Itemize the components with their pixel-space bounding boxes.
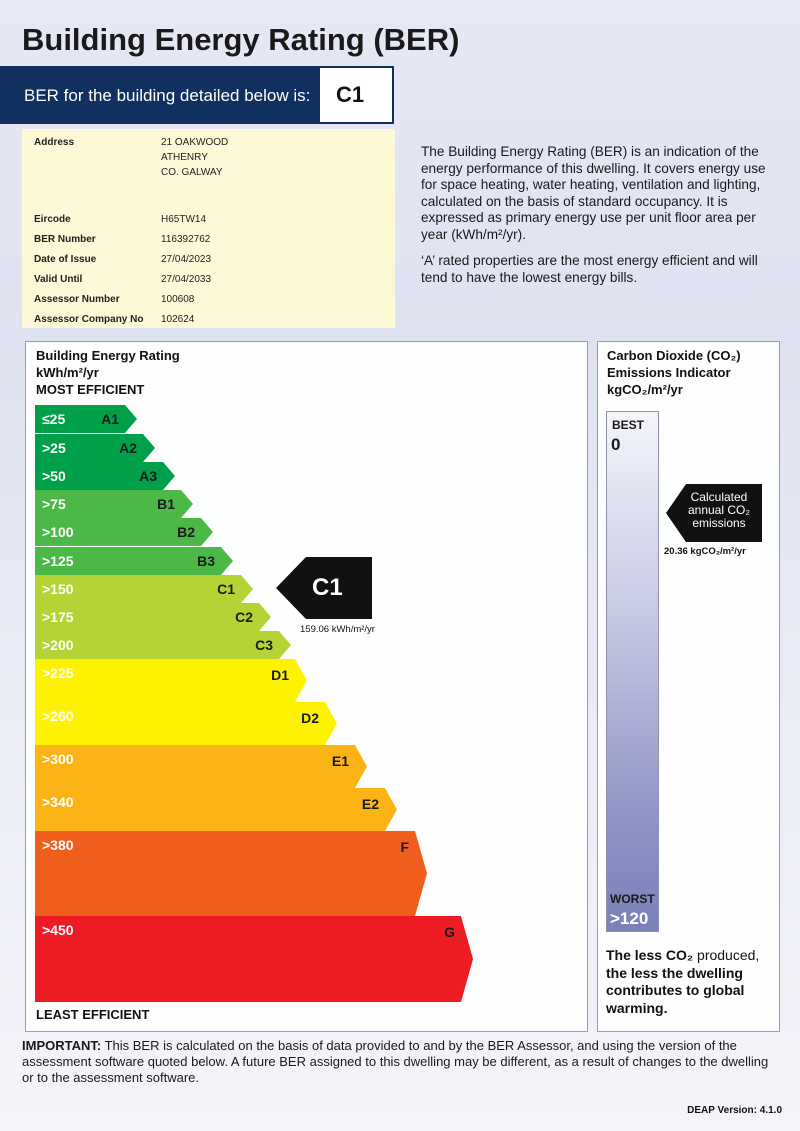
page-title: Building Energy Rating (BER): [22, 22, 460, 57]
band-c2: [35, 603, 271, 631]
energy-heading-title: Building Energy Rating: [36, 348, 180, 363]
band-code: E1: [331, 753, 349, 769]
co2-note-part-1: The less CO₂: [606, 947, 694, 963]
band-a2: [35, 434, 155, 462]
band-lower-bound: >380: [42, 837, 74, 853]
energy-heading-unit: kWh/m²/yr: [36, 365, 99, 380]
ber-description: [421, 144, 783, 296]
description-paragraph-2: ‘A’ rated properties are the most energy efficient and will tend to have the lowest energy bills.: [421, 253, 758, 285]
band-shape: [35, 659, 307, 702]
detail-value-valid-until: 27/04/2033: [161, 274, 212, 285]
important-note: [22, 1038, 772, 1086]
detail-label-ber-number: BER Number: [34, 234, 96, 245]
co2-heading-title: Carbon Dioxide (CO₂): [607, 348, 741, 363]
band-lower-bound: ≤25: [42, 411, 66, 427]
detail-value-address-1: 21 OAKWOOD: [161, 137, 229, 148]
co2-note-part-3: the less the dwelling contributes to global warming.: [606, 964, 745, 1016]
detail-value-eircode: H65TW14: [161, 214, 207, 225]
band-code: B3: [197, 553, 215, 569]
detail-value-address-3: CO. GALWAY: [161, 167, 223, 178]
band-shape: [35, 788, 397, 831]
co2-worst-value: >120: [610, 909, 649, 928]
band-e1: [35, 745, 367, 788]
band-lower-bound: >340: [42, 794, 74, 810]
banner-text: BER for the building detailed below is:: [24, 86, 311, 105]
energy-rating-heading: [36, 347, 180, 398]
band-lower-bound: >260: [42, 708, 74, 724]
band-code: C3: [255, 637, 273, 653]
band-lower-bound: >75: [42, 496, 66, 512]
co2-scale-bar: [606, 411, 659, 932]
co2-heading-subtitle: Emissions Indicator: [607, 365, 731, 380]
band-f: [35, 831, 427, 916]
band-code: A3: [139, 468, 157, 484]
band-code: G: [444, 924, 455, 940]
co2-indicator-value: 20.36 kgCO₂/m²/yr: [664, 546, 746, 557]
detail-label-assessor-number: Assessor Number: [34, 294, 120, 305]
band-code: C2: [235, 609, 253, 625]
band-shape: [35, 916, 473, 1002]
band-a1: [35, 405, 137, 433]
band-lower-bound: >125: [42, 553, 74, 569]
band-shape: [35, 831, 427, 916]
important-label: IMPORTANT:: [22, 1038, 102, 1053]
detail-label-assessor-company: Assessor Company No: [34, 314, 144, 325]
detail-label-address: Address: [34, 137, 75, 148]
band-lower-bound: >175: [42, 609, 74, 625]
energy-heading-most-efficient: MOST EFFICIENT: [36, 382, 145, 397]
co2-best-value: 0: [611, 435, 621, 454]
band-code: F: [400, 839, 409, 855]
description-paragraph-1: The Building Energy Rating (BER) is an indication of the energy performance of this dwelling. It covers energy use for space heating, water heating, ventilation and lighting, calculated on the basis of standard occupancy. It is expressed as primary energy use per unit floor area per year (kWh/m²/yr).: [421, 144, 766, 242]
band-lower-bound: >300: [42, 751, 74, 767]
band-lower-bound: >200: [42, 637, 74, 653]
co2-note: [606, 947, 776, 1017]
band-d2: [35, 702, 337, 745]
co2-indicator-text: Calculated annual CO₂ emissions: [687, 490, 751, 530]
band-lower-bound: >50: [42, 468, 66, 484]
detail-value-date-of-issue: 27/04/2023: [161, 254, 212, 265]
band-code: D2: [301, 710, 319, 726]
band-c1: [35, 575, 253, 603]
band-shape: [35, 702, 337, 745]
band-code: C1: [217, 581, 235, 597]
current-rating-value: 159.06 kWh/m²/yr: [300, 624, 375, 635]
band-c3: [35, 631, 291, 659]
current-rating-label: C1: [312, 574, 343, 601]
banner-rating: C1: [320, 68, 392, 122]
co2-note-part-2: produced,: [693, 947, 760, 963]
band-lower-bound: >25: [42, 440, 66, 456]
details-box: [22, 129, 395, 328]
band-code: E2: [361, 796, 379, 812]
band-lower-bound: >150: [42, 581, 74, 597]
band-shape: [35, 745, 367, 788]
detail-value-assessor-company: 102624: [161, 314, 195, 325]
band-lower-bound: >450: [42, 922, 74, 938]
detail-label-eircode: Eircode: [34, 214, 71, 225]
co2-best-label: BEST: [612, 418, 645, 432]
co2-heading-unit: kgCO₂/m²/yr: [607, 382, 683, 397]
co2-worst-label: WORST: [610, 892, 655, 906]
detail-value-assessor-number: 100608: [161, 294, 195, 305]
deap-version: DEAP Version: 4.1.0: [687, 1105, 782, 1116]
band-code: B1: [157, 496, 175, 512]
detail-value-address-2: ATHENRY: [161, 152, 208, 163]
band-b2: [35, 518, 213, 546]
band-code: B2: [177, 524, 195, 540]
band-e2: [35, 788, 397, 831]
band-d1: [35, 659, 307, 702]
band-a3: [35, 462, 175, 490]
co2-heading: [607, 347, 741, 398]
band-g: [35, 916, 473, 1002]
band-code: D1: [271, 667, 289, 683]
detail-label-date-of-issue: Date of Issue: [34, 254, 97, 265]
important-text: This BER is calculated on the basis of data provided to and by the BER Assessor, and using the version of the assessment software quoted below. A future BER assigned to this dwelling may be different, as a result of changes to the dwelling or to the assessment software.: [22, 1038, 769, 1085]
detail-value-ber-number: 116392762: [161, 234, 211, 245]
least-efficient-label: LEAST EFFICIENT: [36, 1007, 150, 1022]
band-code: A2: [119, 440, 137, 456]
band-b1: [35, 490, 193, 518]
band-lower-bound: >225: [42, 665, 74, 681]
detail-label-valid-until: Valid Until: [34, 274, 83, 285]
band-code: A1: [101, 411, 119, 427]
band-lower-bound: >100: [42, 524, 74, 540]
band-b3: [35, 547, 233, 575]
